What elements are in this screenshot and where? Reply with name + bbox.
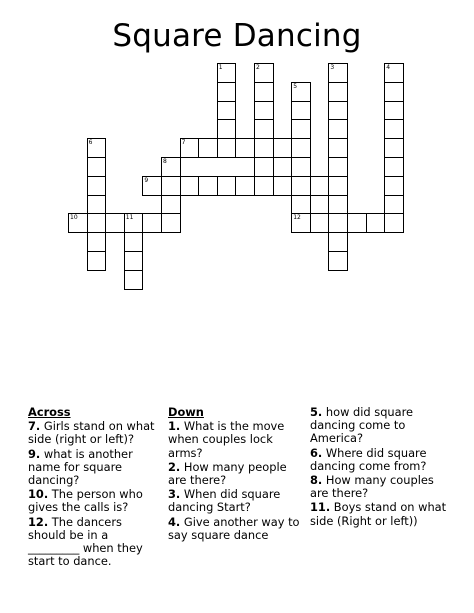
- grid-cell[interactable]: [105, 213, 125, 233]
- grid-cell[interactable]: [328, 195, 348, 215]
- grid-cell[interactable]: [328, 101, 348, 121]
- clue-item-text: Boys stand on what side (Right or left)): [310, 500, 447, 528]
- grid-cell[interactable]: [291, 195, 311, 215]
- clue-item-number: 2.: [168, 459, 181, 474]
- grid-cell[interactable]: [291, 176, 311, 196]
- grid-cell[interactable]: [366, 213, 386, 233]
- clue-item-text: how did square dancing come to America?: [310, 405, 414, 446]
- clue-item-number: 11.: [310, 500, 331, 515]
- grid-cell[interactable]: [310, 213, 330, 233]
- clue-number: 7: [181, 139, 186, 147]
- clue-number: 9: [144, 176, 149, 184]
- grid-cell[interactable]: [328, 176, 348, 196]
- clue-item-number: 1.: [168, 419, 181, 434]
- grid-cell[interactable]: [235, 176, 255, 196]
- grid-cell[interactable]: [87, 232, 107, 252]
- grid-cell[interactable]: [254, 157, 274, 177]
- clue-item-number: 12.: [28, 514, 49, 529]
- grid-cell[interactable]: [161, 195, 181, 215]
- clue-item-text: Give another way to say square dance: [168, 514, 300, 542]
- clue-item: [168, 461, 308, 487]
- grid-cell[interactable]: [180, 176, 200, 196]
- clue-item-number: 3.: [168, 487, 181, 502]
- clue-item-text: How many people are there?: [168, 459, 287, 488]
- puzzle-title: Square Dancing: [112, 18, 362, 54]
- clue-item: [310, 406, 450, 446]
- clue-item: [168, 488, 308, 514]
- grid-cell[interactable]: [254, 119, 274, 139]
- grid-cell[interactable]: [384, 195, 404, 215]
- clue-item-number: 9.: [28, 446, 41, 461]
- clue-item-text: Where did square dancing come from?: [310, 445, 427, 473]
- grid-cell[interactable]: [310, 176, 330, 196]
- grid-cell[interactable]: [198, 176, 218, 196]
- grid-cell[interactable]: [124, 251, 144, 271]
- grid-cell[interactable]: [161, 213, 181, 233]
- grid-cell[interactable]: [161, 176, 181, 196]
- clue-number: 11: [125, 214, 134, 222]
- clue-item-text: When did square dancing Start?: [168, 487, 281, 515]
- clue-number: 8: [163, 158, 167, 165]
- clue-item-number: 8.: [310, 473, 323, 488]
- clue-item: [28, 516, 160, 569]
- clue-item-number: 10.: [28, 487, 49, 502]
- grid-cell[interactable]: [384, 138, 404, 158]
- grid-cell[interactable]: [142, 213, 162, 233]
- down-heading: Down: [168, 405, 204, 419]
- grid-cell[interactable]: [384, 82, 404, 102]
- clue-number: 10: [70, 214, 78, 222]
- grid-cell[interactable]: [217, 119, 237, 139]
- grid-cell[interactable]: [87, 251, 107, 271]
- grid-cell[interactable]: [328, 232, 348, 252]
- grid-cell[interactable]: [328, 213, 348, 233]
- grid-cell[interactable]: [254, 82, 274, 102]
- clue-item-number: 4.: [168, 514, 181, 529]
- clue-number: 6: [88, 139, 93, 147]
- grid-cell[interactable]: [87, 176, 107, 196]
- clue-number: 4: [386, 64, 391, 71]
- grid-cell[interactable]: [87, 195, 107, 215]
- grid-cell[interactable]: [235, 138, 255, 158]
- across-heading: Across: [28, 405, 71, 419]
- clue-item-text: Girls stand on what side (right or left)?: [28, 419, 155, 447]
- grid-cell[interactable]: [87, 157, 107, 177]
- grid-cell[interactable]: [291, 101, 311, 121]
- grid-cell[interactable]: [328, 157, 348, 177]
- grid-cell[interactable]: [347, 213, 367, 233]
- grid-cell[interactable]: [291, 119, 311, 139]
- grid-cell[interactable]: [291, 138, 311, 158]
- clue-number: 3: [330, 64, 335, 71]
- grid-cell[interactable]: [328, 82, 348, 102]
- clue-number: 1: [218, 64, 223, 71]
- grid-cell[interactable]: [328, 119, 348, 139]
- grid-cell[interactable]: [328, 251, 348, 271]
- grid-cell[interactable]: [124, 270, 144, 290]
- clue-item: [310, 447, 450, 473]
- clue-item-text: What is the move when couples lock arms?: [168, 419, 285, 460]
- down-clues-continued: [310, 406, 450, 529]
- grid-cell[interactable]: [217, 82, 237, 102]
- clue-item-number: 7.: [28, 419, 41, 434]
- grid-cell[interactable]: [217, 176, 237, 196]
- grid-cell[interactable]: [273, 176, 293, 196]
- clue-item: [28, 448, 160, 488]
- clue-item-text: How many couples are there?: [310, 473, 434, 501]
- clue-item-number: 6.: [310, 445, 323, 460]
- clue-number: 12: [293, 214, 301, 222]
- grid-cell[interactable]: [124, 232, 144, 252]
- grid-cell[interactable]: [217, 101, 237, 121]
- grid-cell[interactable]: [384, 176, 404, 196]
- clue-item: [168, 516, 308, 542]
- clue-item: [168, 420, 308, 460]
- clue-item: [28, 420, 160, 446]
- grid-cell[interactable]: [291, 157, 311, 177]
- grid-cell[interactable]: [384, 213, 404, 233]
- clue-item-text: The dancers should be in a _________ when they start to dance.: [28, 514, 143, 569]
- down-clues: [168, 406, 308, 543]
- grid-cell[interactable]: [87, 213, 107, 233]
- grid-cell[interactable]: [254, 176, 274, 196]
- grid-cell[interactable]: [384, 119, 404, 139]
- clue-item: [310, 501, 450, 527]
- grid-cell[interactable]: [254, 101, 274, 121]
- grid-cell[interactable]: [384, 101, 404, 121]
- grid-cell[interactable]: [198, 138, 218, 158]
- grid-cell[interactable]: [254, 138, 274, 158]
- clue-number: 2: [256, 64, 260, 71]
- grid-cell[interactable]: [384, 157, 404, 177]
- across-clues: [28, 406, 160, 569]
- clue-item: [310, 474, 450, 500]
- clue-item-text: The person who gives the calls is?: [28, 487, 143, 515]
- clue-item-number: 5.: [310, 405, 323, 419]
- clue-item: [28, 488, 160, 514]
- clue-number: 5: [293, 82, 298, 90]
- clue-item-text: what is another name for square dancing?: [28, 446, 133, 488]
- grid-cell[interactable]: [273, 138, 293, 158]
- grid-cell[interactable]: [328, 138, 348, 158]
- grid-cell[interactable]: [217, 138, 237, 158]
